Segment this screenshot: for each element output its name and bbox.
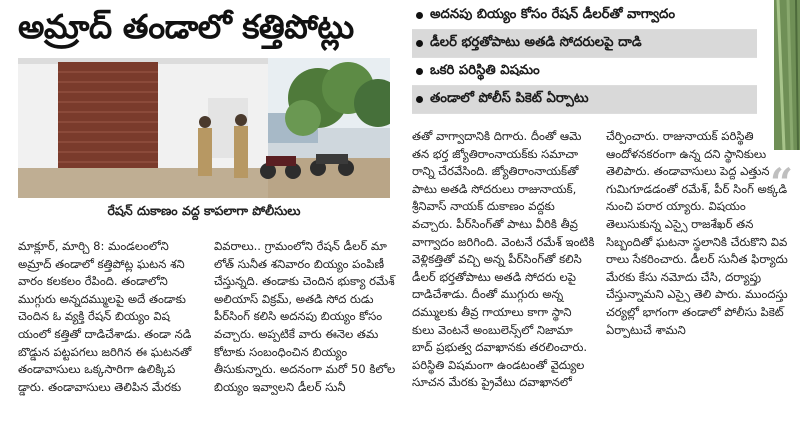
- photo-caption: రేషన్ దుకాణం వద్ద కాపలాగా పోలీసులు: [107, 203, 301, 218]
- highlight-item: ఒకరి పరిస్థితి విషమం: [412, 58, 757, 86]
- highlight-item: అదనపు బియ్యం కోసం రేషన్ డీలర్‌తో వాగ్వాదం: [412, 2, 757, 30]
- news-photo: [18, 58, 390, 198]
- article-column-4: [606, 128, 794, 339]
- article-column-2: [214, 238, 400, 396]
- article-column-3: [412, 128, 597, 392]
- article-column-1: [18, 238, 204, 396]
- article-text: చేర్పించారు. రాజునాయక్ పరిస్థితి ఆందోళనకరంగా ఉన్న దని స్థానికులు తెలిపారు. తండావాసులు పెద్ద ఎత్తున గుమిగూడడంతో రమేశ్, పీర్ సింగ్ అక్కడి నుంచి పరార య్యారు. విషయం తెలుసుకున్న ఎస్సై రాజశేఖర్ తన సిబ్బందితో ఘటనా స్థలానికి చేరుకొని వివ రాలు సేకరించారు. డీలర్ సునీత ఫిర్యాదు మేరకు కేసు నమోదు చేసి, దర్యాప్తు చేస్తున్నామని ఎస్సై తెలి పారు. ముందస్తు చర్యల్లో భాగంగా తండాలో పోలీసు పికెట్ ఏర్పాటుచే శామని: [606, 129, 788, 337]
- article-text: తతో వాగ్వాదానికి దిగారు. దీంతో ఆమె తన భర్త జ్యోతిరాంనాయక్‌కు సమాచా రాన్ని చేరవేసింది. జ్యోతిరాంనాయక్‌తో పాటు అతడి సోదరులు రాజునాయక్, శ్రీనివాస్ నాయక్ దుకాణం వద్దకు వచ్చారు. పీర్‌సింగ్‌తో పాటు వీరికి తీవ్ర వాగ్వాదం జరిగింది. వెంటనే రమేశ్ ఇంటికి వెళ్లికత్తితో వచ్చి అన్న పీర్‌సింగ్‌తో కలిసి డీలర్ భర్తతోపాటు అతడి సోదరు లపై దాడిచేశాడు. దీంతో ముగ్గురు అన్న దమ్ములకు తీవ్ర గాయాలు కాగా స్థాని కులు వెంటనే అంబులెన్స్‌లో నిజామా బాద్ ప్రభుత్వ దవాఖానకు తరలించారు. పరిస్థితి విషమంగా ఉండటంతో వైద్యుల సూచన మేరకు ప్రైవేటు దవాఖానలో: [412, 129, 595, 390]
- article-text: మాక్లూర్, మార్చి 8: మండలంలోని అమ్రాద్ తండాలో కత్తిపోట్ల ఘటన శని వారం కలకలం రేపింది. తండాలోని ముగ్గురు అన్నదమ్ములపై అదే తండాకు చెందిన ఓ వ్యక్తి రేషన్ బియ్యం విష యంలో కత్తితో దాడిచేశాడు. తండా నడి బొడ్డున పట్టపగలు జరిగిన ఈ ఘటనతో తండావాసులు ఒక్కసారిగా ఉలిక్కిప డ్డారు. తండావాసులు తెలిపిన మేరకు: [18, 239, 192, 394]
- article-text: వివరాలు.. గ్రామంలోని రేషన్ డీలర్ మా లోత్ సునీత శనివారం బియ్యం పంపిణీ చేస్తున్నది. తండాకు చెందిన భుక్యా రమేశ్ అలియాస్ విక్రమ్, అతడి సోద రుడు పీర్‌సింగ్ కలిసి అదనపు బియ్యం కోసం వచ్చారు. అప్పటికే వారు ఈనెల తమ కోటాకు సంబంధించిన బియ్యం తీసుకున్నారు. అదనంగా మరో 50 కిలోల బియ్యం ఇవ్వాలని డీలర్ సునీ: [214, 239, 396, 394]
- highlight-item: తండాలో పోలీస్ పికెట్ ఏర్పాటు: [412, 86, 757, 114]
- headline: అమ్రాద్ తండాలో కత్తిపోట్లు: [18, 7, 354, 46]
- adjacent-photo-strip: [774, 0, 800, 150]
- highlights-list: [412, 2, 757, 114]
- quote-mark-icon: “: [770, 160, 794, 207]
- highlight-item: డీలర్ భర్తతోపాటు అతడి సోదరులపై దాడి: [412, 30, 757, 58]
